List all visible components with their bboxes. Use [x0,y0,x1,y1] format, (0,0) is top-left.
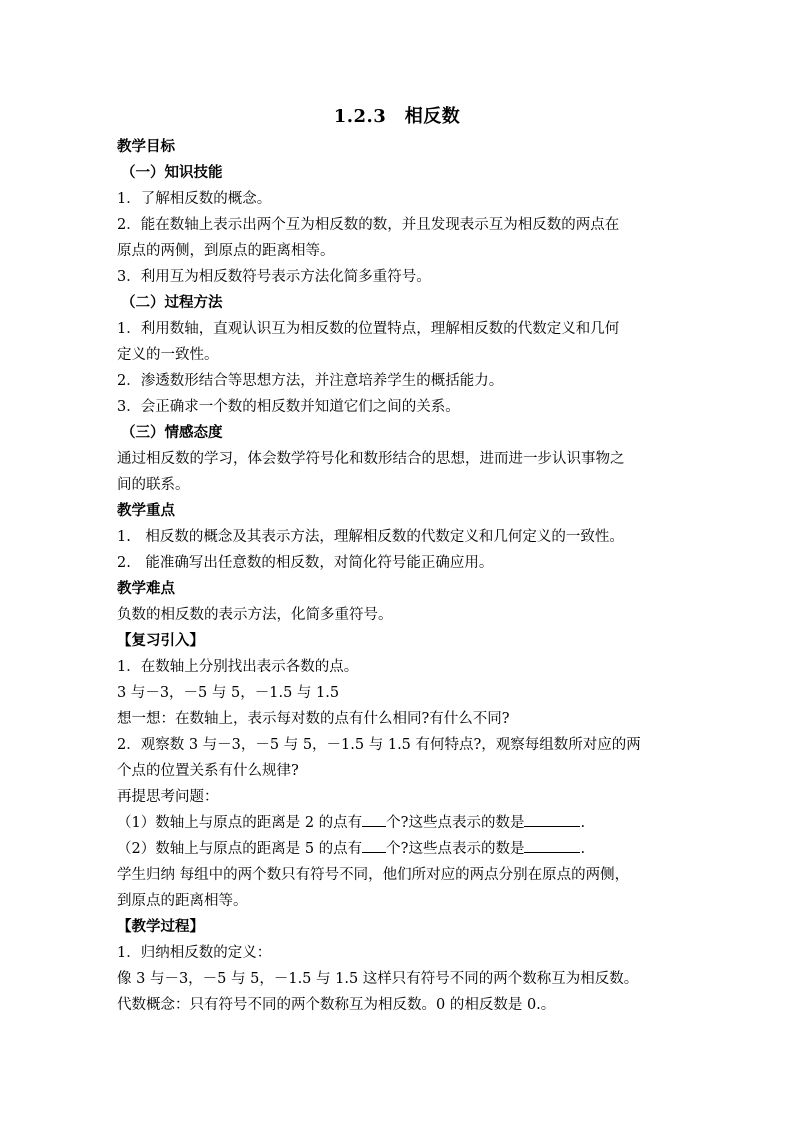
text-line: 3 与－3，－5 与 5，－1.5 与 1.5 [117,685,340,701]
question-2-end: . [580,841,586,857]
fill-blank [524,836,580,853]
text-line: 代数概念：只有符号不同的两个数称互为相反数。0 的相反数是 0.。 [117,997,556,1013]
question-1-end: . [580,815,586,831]
fill-blank [362,810,386,827]
text-line: 通过相反数的学习，体会数学符号化和数形结合的思想，进而进一步认识事物之 [117,451,625,467]
text-line: 个点的位置关系有什么规律? [117,763,299,779]
text-line: 1．在数轴上分别找出表示各数的点。 [117,659,359,675]
question-1-part-a: （1）数轴上与原点的距离是 2 的点有 [117,815,363,831]
text-line: 像 3 与－3，－5 与 5，－1.5 与 1.5 这样只有符号不同的两个数称互为相反数。 [117,971,639,987]
text-line: 2. 能准确写出任意数的相反数，对简化符号能正确应用。 [117,555,494,571]
text-line: 到原点的距离相等。 [117,893,248,909]
knowledge-heading: （一）知识技能 [121,164,223,181]
fill-blank [524,810,580,827]
review-heading: 【复习引入】 [117,632,204,649]
emotion-heading: （三）情感态度 [121,424,223,441]
text-line: 2．观察数 3 与－3，－5 与 5，－1.5 与 1.5 有何特点?，观察每组数所对应的两 [117,737,641,753]
document-page [117,104,677,1018]
question-2-part-b: 个?这些点表示的数是 [386,841,525,857]
question-2-part-a: （2）数轴上与原点的距离是 5 的点有 [117,841,363,857]
text-line: 负数的相反数的表示方法，化简多重符号。 [117,607,393,623]
goals-heading: 教学目标 [117,138,175,155]
fill-blank [362,836,386,853]
question-2 [117,836,677,862]
text-line: 3．会正确求一个数的相反数并知道它们之间的关系。 [117,399,460,415]
question-1 [117,810,677,836]
difficulty-heading: 教学难点 [117,580,175,597]
text-line: 2．能在数轴上表示出两个互为相反数的数，并且发现表示互为相反数的两点在 [117,217,620,233]
text-line: 3．利用互为相反数符号表示方法化简多重符号。 [117,269,431,285]
process-heading: （二）过程方法 [121,294,223,311]
text-line: 原点的两侧，到原点的距离相等。 [117,243,335,259]
process-section-heading: 【教学过程】 [117,918,204,935]
text-line: 1．归纳相反数的定义： [117,945,272,961]
text-line: 1. 相反数的概念及其表示方法，理解相反数的代数定义和几何定义的一致性。 [117,529,624,545]
text-line: 1．利用数轴，直观认识互为相反数的位置特点，理解相反数的代数定义和几何 [117,321,620,337]
text-line: 想一想：在数轴上，表示每对数的点有什么相同?有什么不同? [117,711,510,727]
text-line: 间的联系。 [117,477,190,493]
text-line: 2．渗透数形结合等思想方法，并注意培养学生的概括能力。 [117,373,504,389]
text-line: 再提思考问题： [117,789,219,805]
text-line: 学生归纳 每组中的两个数只有符号不同，他们所对应的两点分别在原点的两侧， [117,867,630,883]
key-points-heading: 教学重点 [117,502,175,519]
question-1-part-b: 个?这些点表示的数是 [386,815,525,831]
document-title: 1.2.3 相反数 [333,106,461,127]
text-line: 1．了解相反数的概念。 [117,191,272,207]
text-line: 定义的一致性。 [117,347,219,363]
